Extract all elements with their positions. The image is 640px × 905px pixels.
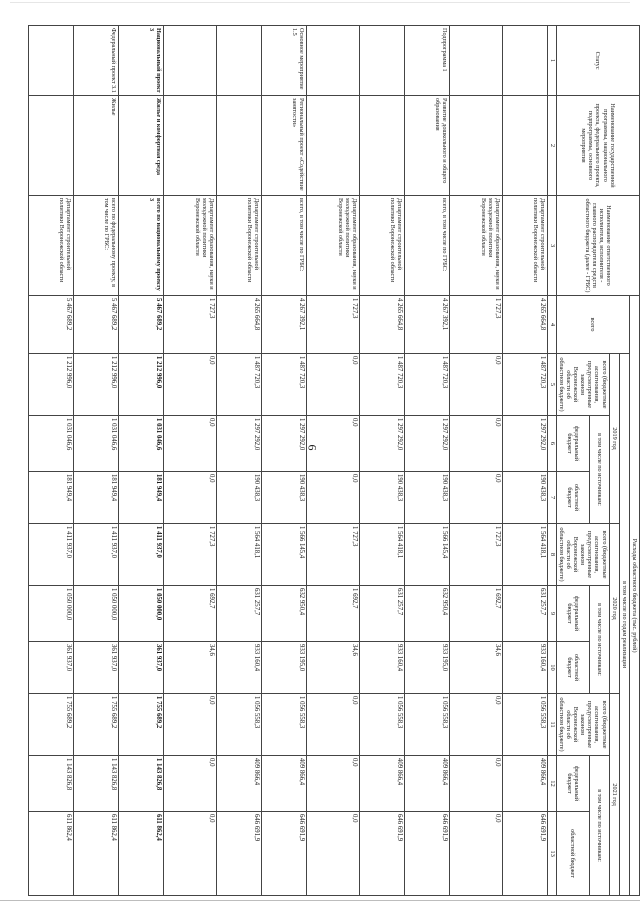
value-cell: 0,0 <box>307 472 360 524</box>
value-cell: 181 949,4 <box>74 472 119 524</box>
table-row <box>360 26 405 896</box>
program-name-cell <box>450 96 503 196</box>
value-cell: 0,0 <box>164 694 217 756</box>
value-cell: 409 866,4 <box>262 756 307 812</box>
value-cell: 646 691,9 <box>503 812 548 896</box>
table-body <box>29 26 548 896</box>
value-cell: 1 566 145,4 <box>405 524 450 586</box>
value-cell: 0,0 <box>450 812 503 896</box>
col-all-2019: всего (бюджетные ассигнования, предусмотренные законом Воронежской области об областном бюджете) <box>556 354 609 416</box>
value-cell: 1 143 826,8 <box>119 756 164 812</box>
value-cell: 933 160,4 <box>217 642 262 694</box>
table-row <box>29 26 74 896</box>
value-cell: 1 755 689,2 <box>74 694 119 756</box>
value-cell: 181 949,4 <box>119 472 164 524</box>
value-cell: 0,0 <box>450 694 503 756</box>
value-cell: 1 692,7 <box>164 586 217 642</box>
value-cell: 0,0 <box>307 812 360 896</box>
value-cell: 1 031 046,6 <box>119 416 164 472</box>
value-cell: 190 438,3 <box>503 472 548 524</box>
value-cell: 1 566 145,4 <box>262 524 307 586</box>
value-cell: 181 949,4 <box>29 472 74 524</box>
value-cell: 1 692,7 <box>307 586 360 642</box>
table-row <box>503 26 548 896</box>
table-row <box>405 26 450 896</box>
status-cell: Подпрограмма 1 <box>405 26 450 96</box>
sources-2020: в том числе по источникам: <box>590 586 610 694</box>
budget-table-wrapper <box>58 25 640 895</box>
status-cell <box>217 26 262 96</box>
program-name-cell: Жилье <box>74 96 119 196</box>
col-index: 12 <box>548 756 556 812</box>
value-cell: 1 212 996,0 <box>119 354 164 416</box>
responsible-cell: Департамент строительной политики Воронежской области <box>360 196 405 296</box>
value-cell: 1 297 292,0 <box>405 416 450 472</box>
responsible-cell: Департамент образования, науки и молодежной политики Воронежской области <box>164 196 217 296</box>
status-cell <box>360 26 405 96</box>
col-index: 13 <box>548 812 556 896</box>
value-cell: 1 050 000,0 <box>74 586 119 642</box>
value-cell: 646 691,9 <box>360 812 405 896</box>
sources-2021: в том числе по источникам: <box>590 756 610 896</box>
value-cell: 0,0 <box>164 756 217 812</box>
budget-table <box>28 25 640 896</box>
value-cell: 4 265 664,8 <box>360 296 405 354</box>
value-cell: 5 467 689,2 <box>74 296 119 354</box>
page-number: 6 <box>305 444 320 451</box>
value-cell: 1 564 418,1 <box>217 524 262 586</box>
value-cell: 1 727,3 <box>450 524 503 586</box>
responsible-cell: всего, в том числе по ГРБС: <box>262 196 307 296</box>
program-name-cell <box>503 96 548 196</box>
value-cell: 1 487 720,3 <box>503 354 548 416</box>
value-cell: 1 143 826,8 <box>29 756 74 812</box>
including-years-header: в том числе по годам реализации <box>619 354 629 896</box>
col-index: 2 <box>548 96 556 196</box>
table-rotated-container <box>58 25 640 895</box>
col-index: 10 <box>548 642 556 694</box>
value-cell: 409 866,4 <box>503 756 548 812</box>
col-index: 3 <box>548 196 556 296</box>
value-cell: 1 056 558,3 <box>360 694 405 756</box>
program-name-cell <box>164 96 217 196</box>
status-cell <box>307 26 360 96</box>
program-name-cell <box>307 96 360 196</box>
responsible-cell: всего по федеральному проекту, в том числе по ГРБС: <box>74 196 119 296</box>
value-cell: 4 265 664,8 <box>503 296 548 354</box>
responsible-cell: всего по национальному проекту 3 <box>119 196 164 296</box>
program-name-cell <box>29 96 74 196</box>
col-index: 9 <box>548 586 556 642</box>
value-cell: 1 297 292,0 <box>217 416 262 472</box>
table-row <box>164 26 217 896</box>
value-cell: 1 056 558,3 <box>503 694 548 756</box>
col-reg-2019: областной бюджет <box>556 472 589 524</box>
status-cell: Национальный проект 3 <box>119 26 164 96</box>
table-row <box>119 26 164 896</box>
value-cell: 1 755 689,2 <box>29 694 74 756</box>
value-cell: 646 691,9 <box>405 812 450 896</box>
value-cell: 611 862,4 <box>29 812 74 896</box>
value-cell: 1 050 000,0 <box>29 586 74 642</box>
value-cell: 361 937,0 <box>74 642 119 694</box>
value-cell: 1 487 720,3 <box>405 354 450 416</box>
col-index: 6 <box>548 416 556 472</box>
value-cell: 1 411 937,0 <box>119 524 164 586</box>
col-reg-2021: областной бюджет <box>556 812 589 896</box>
year-2019-header: 2019 год <box>609 354 619 524</box>
col-all-2020: всего (бюджетные ассигнования, предусмотренные законом Воронежской области об областном бюджете) <box>556 524 609 586</box>
value-cell: 0,0 <box>307 354 360 416</box>
value-cell: 1 056 558,3 <box>217 694 262 756</box>
value-cell: 34,6 <box>164 642 217 694</box>
value-cell: 611 862,4 <box>119 812 164 896</box>
value-cell: 631 257,7 <box>503 586 548 642</box>
col-fed-2020: федеральный бюджет <box>556 586 589 642</box>
program-name-cell: Региональный проект «Содействие занятости» <box>262 96 307 196</box>
status-header: Статус <box>556 26 639 96</box>
col-index: 1 <box>548 26 556 96</box>
value-cell: 1 727,3 <box>307 524 360 586</box>
value-cell: 409 866,4 <box>217 756 262 812</box>
total-header: всего <box>556 296 629 354</box>
value-cell: 409 866,4 <box>360 756 405 812</box>
value-cell: 611 862,4 <box>74 812 119 896</box>
value-cell: 933 195,0 <box>262 642 307 694</box>
value-cell: 190 438,3 <box>360 472 405 524</box>
col-all-2021: всего (бюджетные ассигнования, предусмотренные законом Воронежской области об областном бюджете) <box>556 694 609 756</box>
value-cell: 1 056 558,3 <box>405 694 450 756</box>
value-cell: 0,0 <box>164 812 217 896</box>
value-cell: 190 438,3 <box>217 472 262 524</box>
value-cell: 1 212 996,0 <box>29 354 74 416</box>
responsible-cell: Департамент строительной политики Воронежской области <box>217 196 262 296</box>
column-index-row <box>548 26 556 896</box>
program-name-cell: Развитие дошкольного и общего образования <box>405 96 450 196</box>
value-cell: 0,0 <box>164 472 217 524</box>
value-cell: 409 866,4 <box>405 756 450 812</box>
col-fed-2019: федеральный бюджет <box>556 416 589 472</box>
value-cell: 1 727,3 <box>164 296 217 354</box>
value-cell: 4 267 392,1 <box>405 296 450 354</box>
value-cell: 1 297 292,0 <box>262 416 307 472</box>
status-cell <box>164 26 217 96</box>
value-cell: 0,0 <box>164 354 217 416</box>
value-cell: 1 727,3 <box>450 296 503 354</box>
value-cell: 1 564 418,1 <box>503 524 548 586</box>
value-cell: 0,0 <box>307 416 360 472</box>
status-cell: Основное мероприятие 1.5 <box>262 26 307 96</box>
value-cell: 1 143 826,8 <box>74 756 119 812</box>
program-name-cell <box>217 96 262 196</box>
value-cell: 5 467 689,2 <box>29 296 74 354</box>
status-cell <box>503 26 548 96</box>
value-cell: 632 950,4 <box>262 586 307 642</box>
value-cell: 0,0 <box>307 694 360 756</box>
value-cell: 4 267 392,1 <box>262 296 307 354</box>
sources-2019: в том числе по источникам: <box>590 416 610 524</box>
value-cell: 646 691,9 <box>262 812 307 896</box>
program-name-header: Наименование государственной программы, национального проекта, федерального проекта, подпрограммы, основного мероприятия <box>556 96 639 196</box>
value-cell: 1 692,7 <box>450 586 503 642</box>
value-cell: 646 691,9 <box>217 812 262 896</box>
col-index: 5 <box>548 354 556 416</box>
value-cell: 1 212 996,0 <box>74 354 119 416</box>
responsible-cell: Департамент образования, науки и молодежной политики Воронежской области <box>450 196 503 296</box>
value-cell: 933 195,0 <box>405 642 450 694</box>
value-cell: 631 257,7 <box>217 586 262 642</box>
table-row <box>450 26 503 896</box>
col-index: 11 <box>548 694 556 756</box>
responsible-cell: всего, в том числе по ГРБС: <box>405 196 450 296</box>
value-cell: 0,0 <box>164 416 217 472</box>
responsible-cell: Департамент образования, науки и молодежной политики Воронежской области <box>307 196 360 296</box>
value-cell: 1 297 292,0 <box>360 416 405 472</box>
value-cell: 0,0 <box>450 756 503 812</box>
status-cell <box>450 26 503 96</box>
value-cell: 190 438,3 <box>405 472 450 524</box>
table-row <box>217 26 262 896</box>
status-cell: Федеральный проект 3.1 <box>74 26 119 96</box>
value-cell: 1 050 000,0 <box>119 586 164 642</box>
value-cell: 4 265 664,8 <box>217 296 262 354</box>
value-cell: 1 727,3 <box>307 296 360 354</box>
program-name-cell: Жилье и комфортная среда <box>119 96 164 196</box>
value-cell: 0,0 <box>307 756 360 812</box>
status-cell <box>29 26 74 96</box>
year-2020-header: 2020 год <box>609 524 619 694</box>
table-row <box>74 26 119 896</box>
value-cell: 1 411 937,0 <box>29 524 74 586</box>
value-cell: 1 487 720,3 <box>262 354 307 416</box>
program-name-cell <box>360 96 405 196</box>
value-cell: 34,6 <box>307 642 360 694</box>
scan-edge <box>10 2 630 3</box>
value-cell: 1 056 558,3 <box>262 694 307 756</box>
value-cell: 1 487 720,3 <box>217 354 262 416</box>
value-cell: 933 160,4 <box>503 642 548 694</box>
value-cell: 1 564 418,1 <box>360 524 405 586</box>
table-title: Расходы областного бюджета (тыс. рублей) <box>629 296 639 896</box>
value-cell: 0,0 <box>450 472 503 524</box>
value-cell: 5 467 689,2 <box>119 296 164 354</box>
value-cell: 0,0 <box>450 354 503 416</box>
value-cell: 1 411 937,0 <box>74 524 119 586</box>
value-cell: 190 438,3 <box>262 472 307 524</box>
table-row <box>262 26 307 896</box>
value-cell: 1 487 720,3 <box>360 354 405 416</box>
scan-edge <box>0 900 640 901</box>
col-index: 4 <box>548 296 556 354</box>
value-cell: 0,0 <box>450 416 503 472</box>
year-2021-header: 2021 год <box>609 694 619 896</box>
value-cell: 933 160,4 <box>360 642 405 694</box>
col-index: 7 <box>548 472 556 524</box>
value-cell: 1 727,3 <box>164 524 217 586</box>
value-cell: 1 297 292,0 <box>503 416 548 472</box>
value-cell: 361 937,0 <box>119 642 164 694</box>
col-reg-2020: областной бюджет <box>556 642 589 694</box>
value-cell: 1 755 689,2 <box>119 694 164 756</box>
col-fed-2021: федеральный бюджет <box>556 756 589 812</box>
value-cell: 1 031 046,6 <box>29 416 74 472</box>
value-cell: 1 031 046,6 <box>74 416 119 472</box>
value-cell: 632 950,4 <box>405 586 450 642</box>
responsible-cell: Департамент строительной политики Воронежской области <box>503 196 548 296</box>
col-index: 8 <box>548 524 556 586</box>
responsible-header: Наименование ответственного исполнителя, исполнителя - главного распорядителя средств областного бюджета (далее - ГРБС) <box>556 196 639 296</box>
table-row <box>307 26 360 896</box>
value-cell: 361 937,0 <box>29 642 74 694</box>
responsible-cell: Департамент строительной политики Воронежской области <box>29 196 74 296</box>
value-cell: 34,6 <box>450 642 503 694</box>
value-cell: 631 257,7 <box>360 586 405 642</box>
